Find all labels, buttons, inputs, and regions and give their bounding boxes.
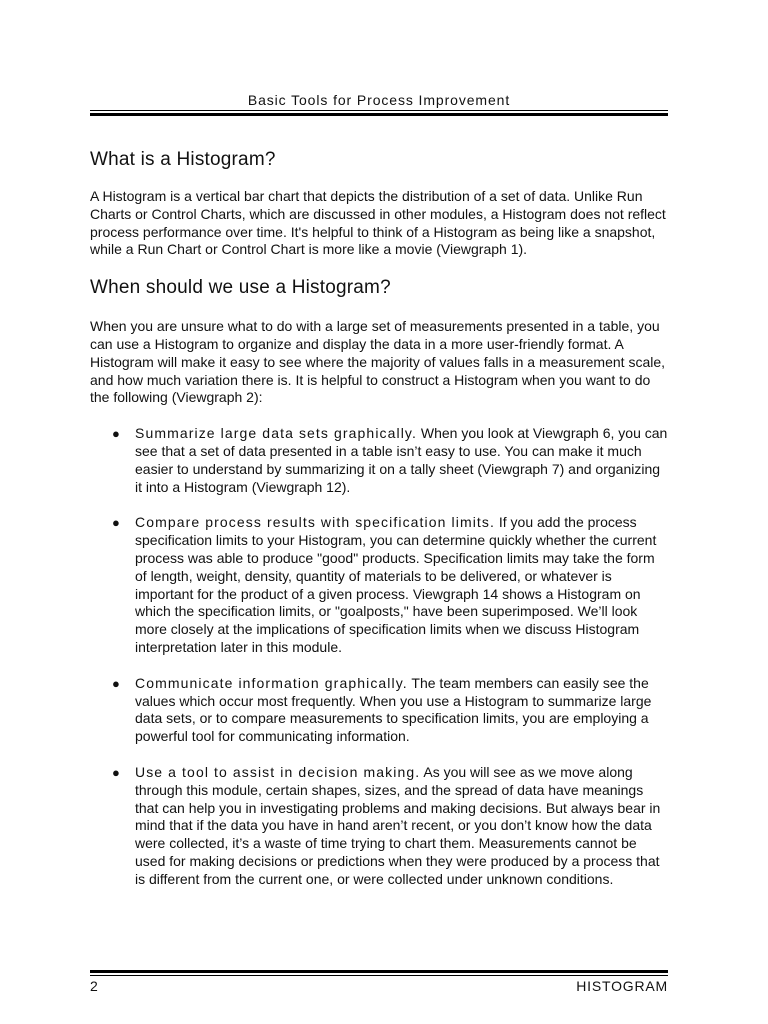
bullet-lead: Use a tool to assist in decision making.: [135, 763, 421, 780]
bullet-text: The team members can easily see the values which occur most frequently. When you use a Histogram to summarize large data sets, or to compare measurements to specification limits, you are employing a powerful tool for communicating information.: [135, 674, 652, 745]
bullet-icon: ●: [112, 426, 120, 442]
list-item: [90, 425, 668, 496]
page-number: 2: [90, 978, 98, 994]
section-heading-what: What is a Histogram?: [90, 149, 276, 170]
bullet-lead: Summarize large data sets graphically.: [135, 425, 417, 442]
bullet-text: When you look at Viewgraph 6, you can see that a set of data presented in a table isn’t easy to use. You can make it much easier to understand by summarizing it on a tally sheet (Viewgraph 7) and organizing it into a Histogram (Viewgraph 12).: [135, 425, 668, 495]
section-paragraph-what: A Histogram is a vertical bar chart that depicts the distribution of a set of data. Unlike Run Charts or Control Charts, which are discussed in other modules, a Histogram does not reflect process performance over time. It's helpful to think of a Histogram as being like a snapshot, while a Run Chart or Control Chart is more like a movie (Viewgraph 1).: [90, 188, 666, 258]
running-header: Basic Tools for Process Improvement: [247, 92, 511, 108]
section-paragraph-when: When you are unsure what to do with a large set of measurements presented in a table, you can use a Histogram to organize and display the data in a more user-friendly format. A Histogram will make it easy to see where the majority of values falls in a measurement scale, and how much variation there is. It is helpful to construct a Histogram when you want to do the following (Viewgraph 2):: [90, 318, 666, 406]
bullet-list: [90, 425, 668, 888]
bullet-text: If you add the process specification limits to your Histogram, you can determine quickly whether the current process was able to produce "good" products. Specification limits may take the form of length, weight, density, quantity of materials to be delivered, or whatever is important for the product of a given process. Viewgraph 14 shows a Histogram on which the specification limits, or "goalposts," have been superimposed. We’ll look more closely at the implications of specification limits when we discuss Histogram interpretation later in this module.: [135, 514, 657, 655]
list-item: [90, 514, 668, 656]
list-item: [90, 764, 668, 889]
main-content: [90, 148, 668, 907]
bullet-icon: ●: [112, 675, 120, 691]
bullet-icon: ●: [112, 764, 120, 780]
section-heading-when: When should we use a Histogram?: [90, 277, 391, 299]
bullet-icon: ●: [112, 515, 120, 531]
header-rule-thin: [90, 110, 668, 111]
list-item: [90, 675, 668, 746]
header-rule-thick: [90, 113, 668, 116]
footer-rule-thick: [90, 970, 668, 973]
bullet-lead: Communicate information graphically.: [135, 674, 408, 691]
footer-rule-thin: [90, 975, 668, 976]
bullet-text: As you will see as we move along through this module, certain shapes, sizes, and the spread of data have meanings that can help you in investigating problems and making decisions. But always bear in mind that if the data you have in hand aren’t recent, or you don’t know how the data were collected, it’s a waste of time trying to chart them. Measurements cannot be used for making decisions or predictions when they were produced by a process that is different from the current one, or were collected under unknown conditions.: [135, 763, 661, 887]
document-page: [90, 0, 668, 1024]
bullet-lead: Compare process results with specification limits.: [135, 514, 495, 531]
footer-title: HISTOGRAM: [576, 978, 668, 994]
